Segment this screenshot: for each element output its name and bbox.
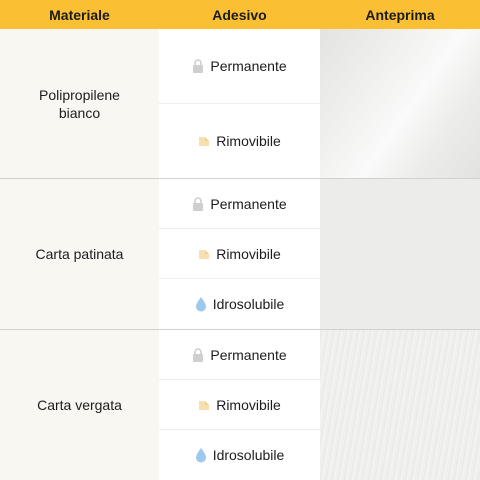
material-name-cell	[0, 179, 159, 329]
adhesive-list	[159, 179, 320, 329]
adhesive-option-permanente[interactable]	[159, 179, 320, 228]
preview-swatch-carta-patinata	[320, 179, 480, 329]
tag-icon	[198, 134, 210, 148]
adhesive-option-rimovibile[interactable]	[159, 104, 320, 178]
material-name: Carta patinata	[35, 246, 124, 262]
preview-swatch-polipropilene	[320, 29, 480, 178]
material-group-carta-vergata	[0, 330, 480, 480]
header-anteprima: Anteprima	[365, 6, 435, 23]
water-drop-icon	[195, 297, 207, 311]
adhesive-label: Rimovibile	[216, 245, 281, 262]
header-materiale: Materiale	[49, 6, 110, 23]
material-name-cell	[0, 29, 159, 178]
material-name: Polipropilene bianco	[39, 86, 120, 121]
table-header	[0, 0, 480, 29]
adhesive-option-rimovibile[interactable]	[159, 229, 320, 278]
preview-swatch-carta-vergata	[320, 330, 480, 480]
adhesive-option-permanente[interactable]	[159, 330, 320, 379]
adhesive-list	[159, 330, 320, 480]
adhesive-option-idrosolubile[interactable]	[159, 430, 320, 480]
adhesive-option-rimovibile[interactable]	[159, 380, 320, 429]
adhesive-option-idrosolubile[interactable]	[159, 279, 320, 329]
tag-icon	[198, 398, 210, 412]
water-drop-icon	[195, 448, 207, 462]
adhesive-label: Rimovibile	[216, 396, 281, 413]
material-name: Carta vergata	[37, 397, 122, 413]
header-adesivo: Adesivo	[212, 6, 267, 23]
lock-icon	[192, 197, 204, 211]
adhesive-label: Idrosolubile	[212, 447, 285, 463]
adhesive-label: Idrosolubile	[212, 296, 285, 312]
material-name-cell	[0, 330, 159, 480]
adhesive-label: Permanente	[210, 58, 287, 74]
adhesive-option-permanente[interactable]	[159, 29, 320, 103]
material-group-polipropilene	[0, 29, 480, 178]
adhesive-list	[159, 29, 320, 178]
adhesive-label: Rimovibile	[216, 133, 281, 149]
lock-icon	[192, 59, 204, 73]
adhesive-label: Permanente	[210, 195, 287, 212]
tag-icon	[198, 247, 210, 261]
lock-icon	[192, 348, 204, 362]
adhesive-label: Permanente	[210, 346, 287, 363]
material-group-carta-patinata	[0, 179, 480, 329]
